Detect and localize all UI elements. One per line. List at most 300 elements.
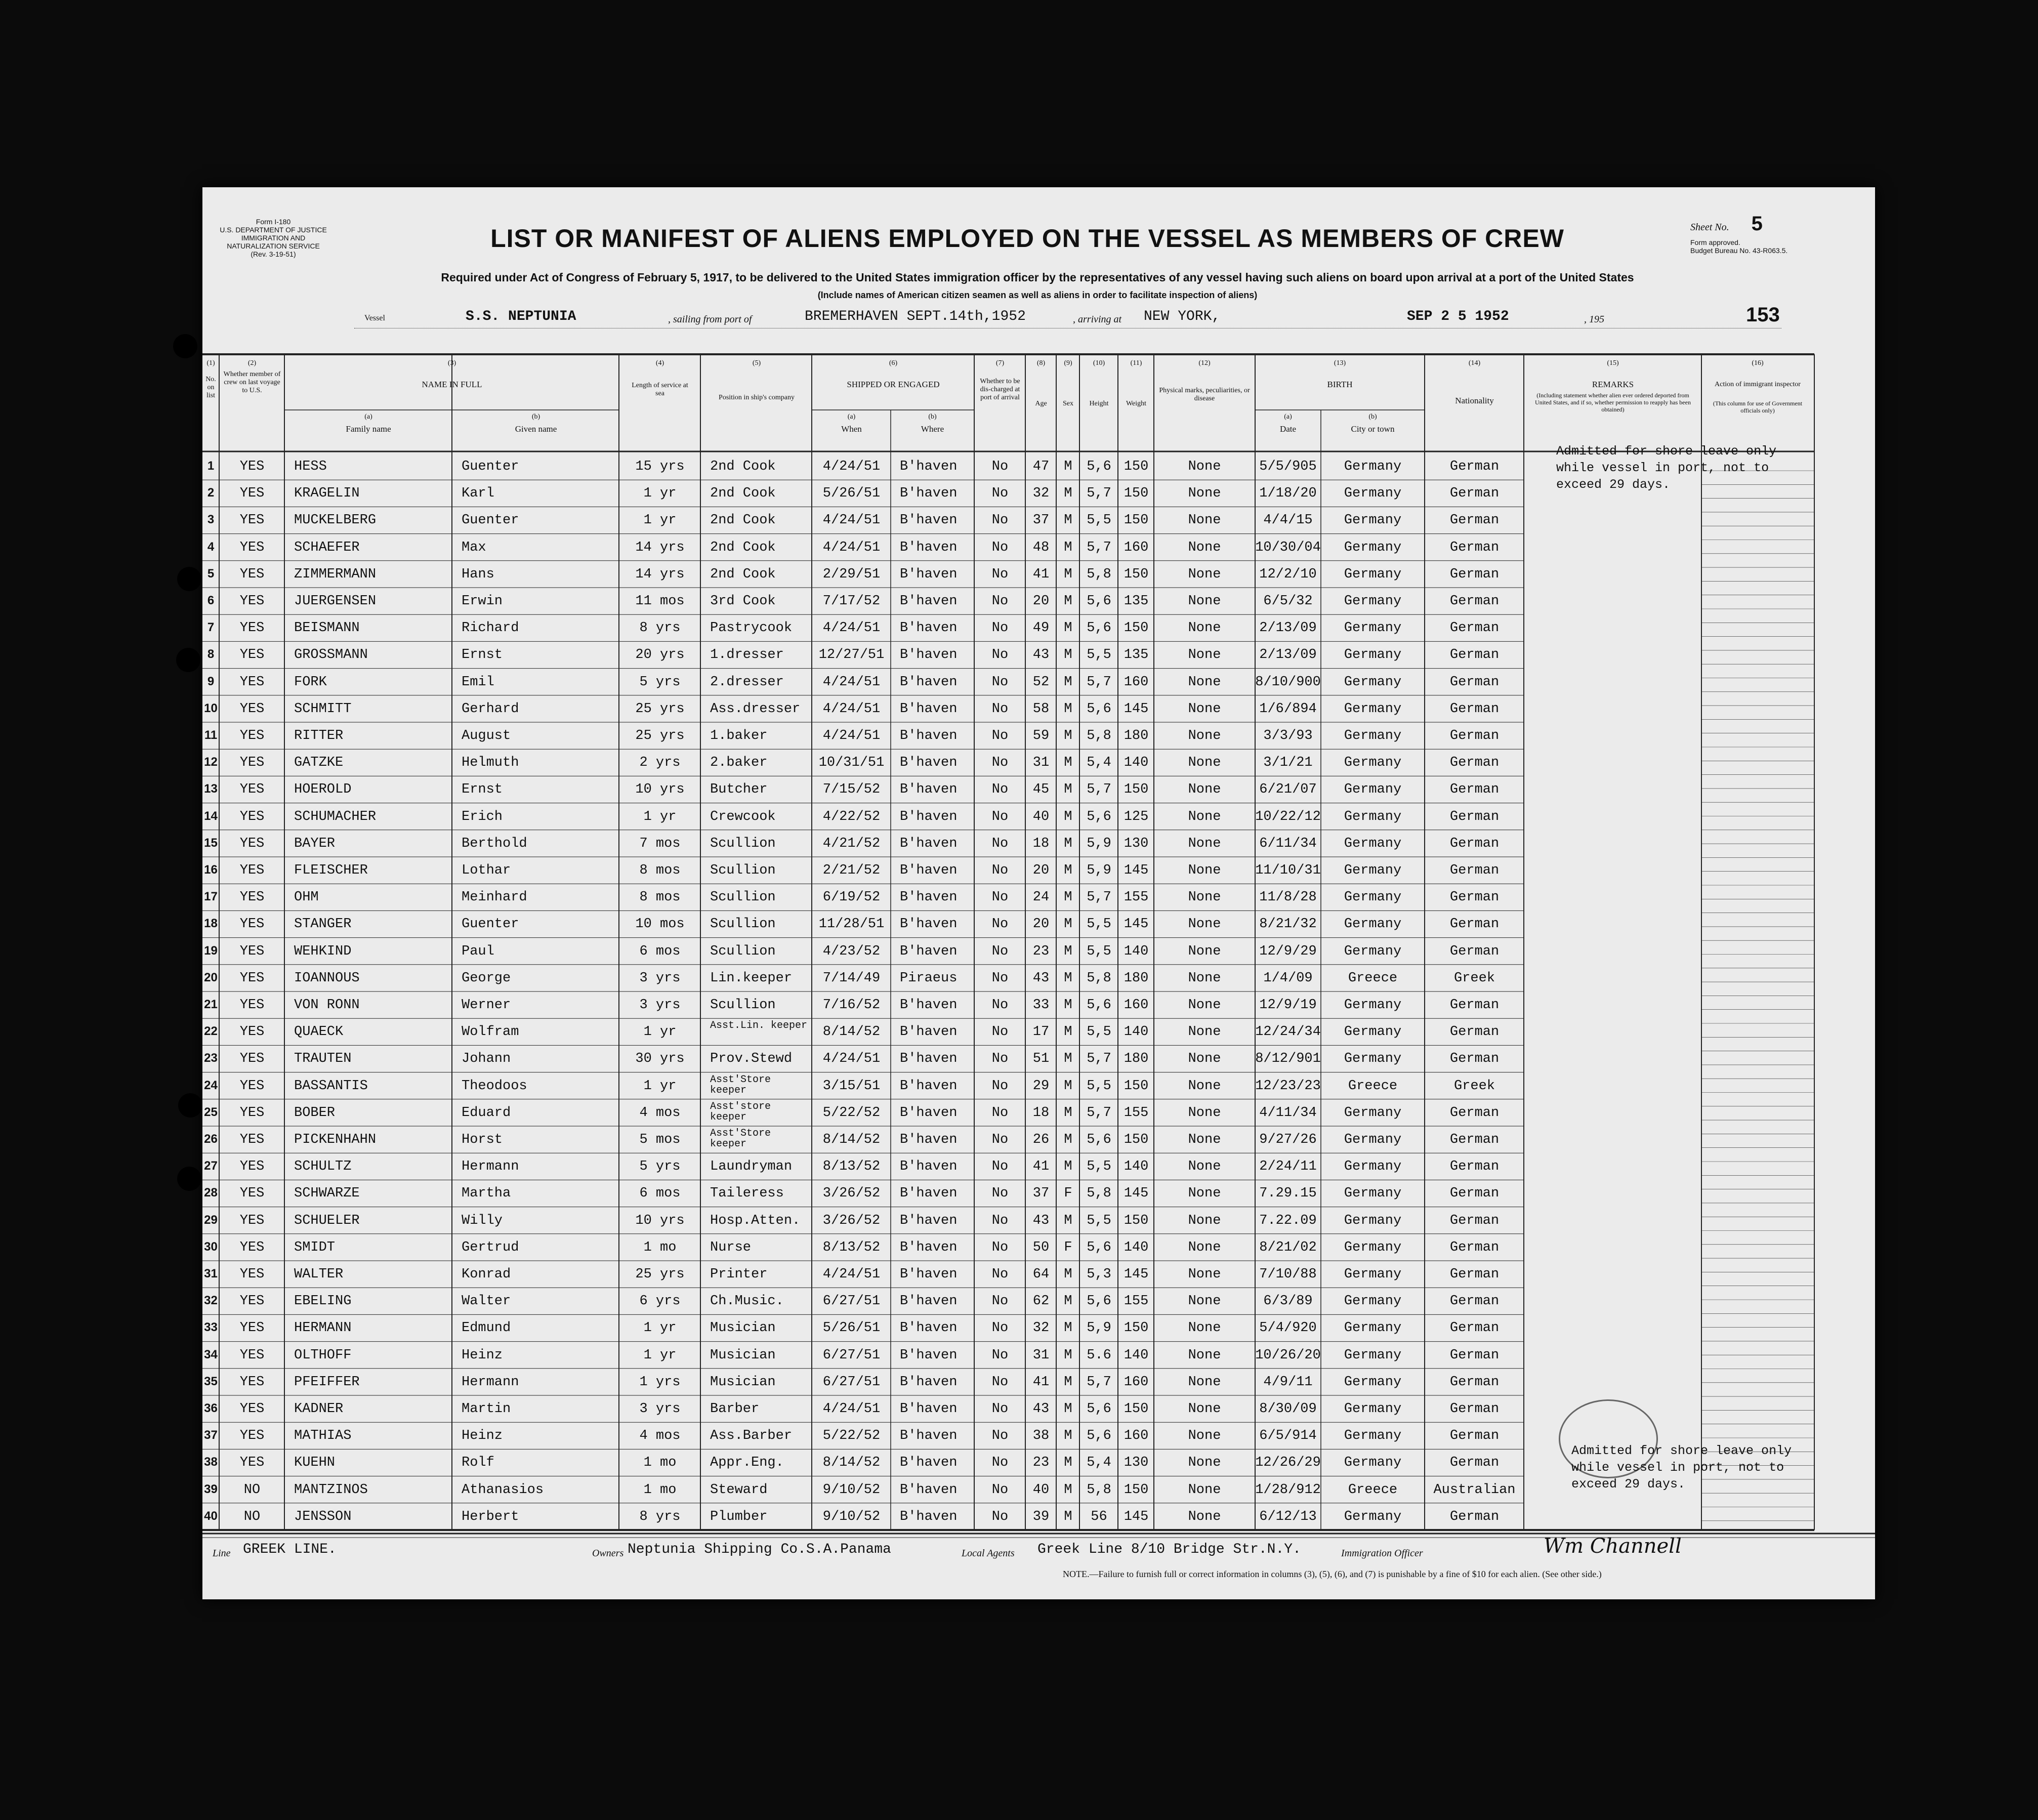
cell-birth-date: 2/13/09 <box>1259 647 1317 663</box>
cell-weight: 150 <box>1124 1213 1149 1228</box>
cell-weight: 150 <box>1124 1132 1149 1147</box>
cell-position: 2nd Cook <box>710 459 776 474</box>
cell-shipped-when: 8/14/52 <box>822 1455 881 1471</box>
cell-no: 26 <box>204 1132 218 1146</box>
cell-weight: 130 <box>1124 836 1149 851</box>
cell-birth-date: 4/11/34 <box>1259 1105 1317 1121</box>
cell-service: 14 yrs <box>635 566 685 582</box>
form-approved: Form approved. <box>1690 238 1740 246</box>
col-sub-6a: (a) <box>847 413 856 421</box>
cell-height: 5,6 <box>1087 1401 1111 1417</box>
cell-weight: 125 <box>1124 809 1149 824</box>
cell-discharged: No <box>991 1401 1009 1417</box>
cell-service: 1 mo <box>643 1239 677 1255</box>
cell-height: 5,8 <box>1087 728 1111 743</box>
cell-service: 1 yr <box>643 513 677 528</box>
col-number-12: (12) <box>1198 359 1211 367</box>
col-number-7: (7) <box>995 359 1005 367</box>
cell-member: YES <box>239 566 265 582</box>
col-remarks-note: (Including statement whether alien ever ordered deported from United States, and if so, whether permission to reapply has been obtained) <box>1535 392 1691 413</box>
cell-height: 5,9 <box>1087 1320 1111 1336</box>
cell-service: 6 mos <box>639 1186 681 1202</box>
cell-birth-date: 1/4/09 <box>1263 970 1313 986</box>
col-sub-13a: (a) <box>1284 413 1292 421</box>
cell-shipped-where: B'haven <box>900 540 958 555</box>
cell-height: 5,6 <box>1087 809 1111 824</box>
cell-birth-date: 8/12/901 <box>1255 1051 1321 1067</box>
cell-no: 22 <box>204 1024 218 1039</box>
cell-height: 5,9 <box>1087 836 1111 851</box>
cell-family-name: BASSANTIS <box>294 1078 368 1094</box>
cell-shipped-where: B'haven <box>900 513 958 528</box>
col-header-discharged: Whether to be dis-charged at port of arrival <box>980 378 1020 401</box>
cell-position: Steward <box>710 1482 768 1498</box>
cell-age: 23 <box>1032 1455 1050 1471</box>
cell-shipped-when: 6/19/52 <box>822 890 881 905</box>
cell-no: 8 <box>207 647 215 661</box>
cell-shipped-when: 7/17/52 <box>822 594 881 609</box>
cell-marks: None <box>1188 701 1221 717</box>
cell-birth-date: 1/28/912 <box>1255 1482 1321 1498</box>
cell-marks: None <box>1188 1482 1221 1498</box>
cell-sex: M <box>1064 459 1072 474</box>
cell-discharged: No <box>991 647 1009 663</box>
cell-member: YES <box>239 1320 265 1336</box>
cell-member: YES <box>239 863 265 878</box>
cell-birth-date: 6/5/32 <box>1263 594 1313 609</box>
cell-age: 43 <box>1032 1213 1050 1228</box>
cell-family-name: MATHIAS <box>294 1428 352 1444</box>
cell-service: 1 yr <box>643 1078 677 1094</box>
cell-weight: 150 <box>1124 459 1149 474</box>
cell-shipped-when: 12/27/51 <box>818 647 885 663</box>
cell-shipped-where: B'haven <box>900 728 958 743</box>
cell-family-name: FORK <box>294 674 327 690</box>
cell-given-name: Horst <box>462 1132 503 1147</box>
cell-birth-date: 3/1/21 <box>1263 755 1313 771</box>
cell-given-name: Karl <box>462 486 494 502</box>
cell-discharged: No <box>991 998 1009 1013</box>
cell-shipped-where: B'haven <box>900 863 958 878</box>
col-number-15: (15) <box>1607 359 1619 367</box>
cell-height: 5,6 <box>1087 998 1111 1013</box>
cell-nationality: German <box>1449 486 1500 502</box>
cell-family-name: HERMANN <box>294 1320 352 1336</box>
cell-nationality: German <box>1449 1159 1500 1175</box>
cell-nationality: German <box>1449 1509 1500 1524</box>
cell-service: 10 yrs <box>635 782 685 798</box>
cell-shipped-when: 5/26/51 <box>822 486 881 502</box>
col-header-position: Position in ship's company <box>719 394 795 401</box>
cell-birth-date: 10/26/20 <box>1255 1347 1321 1363</box>
cell-sex: M <box>1064 1105 1072 1121</box>
cell-member: YES <box>239 1267 265 1282</box>
cell-marks: None <box>1188 728 1221 743</box>
form-dept: U.S. DEPARTMENT OF JUSTICE <box>220 226 327 234</box>
cell-family-name: SCHUMACHER <box>294 809 377 824</box>
cell-weight: 180 <box>1124 1051 1149 1067</box>
cell-shipped-where: Piraeus <box>900 970 958 986</box>
cell-age: 50 <box>1032 1239 1050 1255</box>
col-header-given-name: Given name <box>515 424 557 434</box>
cell-member: YES <box>239 1159 265 1175</box>
cell-family-name: JENSSON <box>294 1509 352 1524</box>
cell-family-name: KRAGELIN <box>294 486 360 502</box>
cell-member: NO <box>243 1509 261 1524</box>
cell-shipped-when: 11/28/51 <box>818 917 885 932</box>
cell-sex: M <box>1064 836 1072 851</box>
cell-family-name: SCHMITT <box>294 701 352 717</box>
cell-discharged: No <box>991 1105 1009 1121</box>
cell-shipped-when: 6/27/51 <box>822 1374 881 1390</box>
cell-nationality: German <box>1449 1347 1500 1363</box>
cell-service: 1 mo <box>643 1482 677 1498</box>
cell-birth-city: Germany <box>1344 674 1402 690</box>
cell-shipped-where: B'haven <box>900 836 958 851</box>
cell-service: 8 yrs <box>639 1509 681 1524</box>
cell-discharged: No <box>991 513 1009 528</box>
cell-sex: M <box>1064 1132 1072 1147</box>
cell-position: 2nd Cook <box>710 486 776 502</box>
cell-marks: None <box>1188 1374 1221 1390</box>
col-header-when: When <box>841 424 862 434</box>
cell-shipped-where: B'haven <box>900 1105 958 1121</box>
cell-marks: None <box>1188 1294 1221 1309</box>
cell-position: Laundryman <box>710 1159 793 1175</box>
cell-given-name: George <box>462 970 511 986</box>
cell-birth-city: Germany <box>1344 486 1402 502</box>
cell-no: 6 <box>207 594 215 607</box>
cell-age: 59 <box>1032 728 1050 743</box>
cell-given-name: Edmund <box>462 1320 511 1336</box>
cell-weight: 150 <box>1124 486 1149 502</box>
vessel-name: S.S. NEPTUNIA <box>466 309 576 324</box>
cell-position: Hosp.Atten. <box>710 1213 801 1228</box>
cell-age: 49 <box>1032 621 1050 636</box>
cell-family-name: KADNER <box>294 1401 344 1417</box>
cell-age: 26 <box>1032 1132 1050 1147</box>
col-header-sex: Sex <box>1063 400 1073 407</box>
cell-weight: 145 <box>1124 917 1149 932</box>
cell-birth-date: 8/10/900 <box>1255 674 1321 690</box>
cell-sex: M <box>1064 998 1072 1013</box>
cell-birth-city: Germany <box>1344 621 1402 636</box>
cell-age: 64 <box>1032 1267 1050 1282</box>
cell-family-name: HESS <box>294 459 327 474</box>
cell-shipped-when: 4/23/52 <box>822 943 881 959</box>
cell-birth-date: 3/3/93 <box>1263 728 1313 743</box>
footer-agents-label: Local Agents <box>962 1548 1015 1559</box>
cell-marks: None <box>1188 459 1221 474</box>
cell-position: Prov.Stewd <box>710 1051 793 1067</box>
cell-family-name: HOEROLD <box>294 782 352 798</box>
cell-birth-city: Germany <box>1344 782 1402 798</box>
cell-shipped-where: B'haven <box>900 1267 958 1282</box>
cell-birth-city: Germany <box>1344 1401 1402 1417</box>
cell-height: 5,8 <box>1087 1186 1111 1202</box>
cell-discharged: No <box>991 1374 1009 1390</box>
cell-no: 21 <box>204 998 218 1011</box>
cell-age: 20 <box>1032 917 1050 932</box>
cell-discharged: No <box>991 755 1009 771</box>
cell-sex: M <box>1064 970 1072 986</box>
cell-member: YES <box>239 486 265 502</box>
cell-given-name: Werner <box>462 998 511 1013</box>
cell-member: YES <box>239 459 265 474</box>
cell-shipped-where: B'haven <box>900 1024 958 1040</box>
col-sub-13b: (b) <box>1368 413 1377 421</box>
cell-age: 39 <box>1032 1509 1050 1524</box>
cell-sex: M <box>1064 1294 1072 1309</box>
cell-given-name: Helmuth <box>462 755 519 771</box>
cell-family-name: BEISMANN <box>294 621 360 636</box>
cell-given-name: Emil <box>462 674 494 690</box>
cell-no: 27 <box>204 1159 218 1173</box>
cell-weight: 140 <box>1124 1239 1149 1255</box>
cell-family-name: GROSSMANN <box>294 647 368 663</box>
cell-position: Asst'store keeper <box>710 1101 771 1123</box>
cell-height: 5,7 <box>1087 890 1111 905</box>
cell-member: YES <box>239 1078 265 1094</box>
cell-discharged: No <box>991 674 1009 690</box>
cell-nationality: German <box>1449 513 1500 528</box>
cell-service: 8 yrs <box>639 621 681 636</box>
cell-birth-city: Germany <box>1344 1239 1402 1255</box>
cell-family-name: PFEIFFER <box>294 1374 360 1390</box>
cell-marks: None <box>1188 809 1221 824</box>
cell-discharged: No <box>991 890 1009 905</box>
cell-birth-city: Germany <box>1344 540 1402 555</box>
cell-discharged: No <box>991 809 1009 824</box>
cell-discharged: No <box>991 1186 1009 1202</box>
cell-shipped-when: 4/24/51 <box>822 674 881 690</box>
cell-height: 5,6 <box>1087 1132 1111 1147</box>
cell-height: 5,9 <box>1087 863 1111 878</box>
cell-no: 14 <box>204 809 218 823</box>
cell-weight: 160 <box>1124 540 1149 555</box>
cell-given-name: Ernst <box>462 782 503 798</box>
cell-birth-city: Greece <box>1348 970 1398 986</box>
cell-discharged: No <box>991 917 1009 932</box>
cell-height: 5,7 <box>1087 782 1111 798</box>
cell-shipped-where: B'haven <box>900 1374 958 1390</box>
cell-height: 5,7 <box>1087 1105 1111 1121</box>
cell-no: 4 <box>207 540 215 554</box>
cell-member: YES <box>239 890 265 905</box>
cell-service: 8 mos <box>639 890 681 905</box>
cell-discharged: No <box>991 1455 1009 1471</box>
cell-nationality: German <box>1449 566 1500 582</box>
cell-birth-city: Germany <box>1344 998 1402 1013</box>
punch-hole <box>178 1093 202 1118</box>
cell-shipped-where: B'haven <box>900 486 958 502</box>
col-header-birth-date: Date <box>1279 424 1297 434</box>
cell-height: 5,5 <box>1087 1078 1111 1094</box>
col-header-service: Length of service at sea <box>632 382 688 397</box>
cell-marks: None <box>1188 647 1221 663</box>
cell-service: 10 yrs <box>635 1213 685 1228</box>
cell-service: 1 yr <box>643 486 677 502</box>
cell-service: 6 yrs <box>639 1294 681 1309</box>
cell-family-name: KUEHN <box>294 1455 336 1471</box>
col-number-4: (4) <box>655 359 664 367</box>
cell-family-name: IOANNOUS <box>294 970 360 986</box>
cell-nationality: German <box>1449 674 1500 690</box>
cell-height: 5,4 <box>1087 1455 1111 1471</box>
remark-shore-leave-2: Admitted for shore leave only while vessel in port, not to exceed 29 days. <box>1571 1443 1792 1492</box>
footer-owners-label: Owners <box>592 1548 624 1559</box>
cell-birth-date: 10/30/04 <box>1255 540 1321 555</box>
cell-shipped-where: B'haven <box>900 998 958 1013</box>
cell-discharged: No <box>991 1239 1009 1255</box>
cell-discharged: No <box>991 728 1009 743</box>
cell-position: Plumber <box>710 1509 768 1524</box>
cell-position: Asst'Store keeper <box>710 1128 771 1149</box>
cell-position: Nurse <box>710 1239 752 1255</box>
cell-nationality: German <box>1449 540 1500 555</box>
sailing-label: , sailing from port of <box>668 314 752 325</box>
cell-shipped-where: B'haven <box>900 701 958 717</box>
sailing-port: BREMERHAVEN SEPT.14th,1952 <box>805 309 1026 324</box>
cell-sex: M <box>1064 1267 1072 1282</box>
cell-service: 3 yrs <box>639 998 681 1013</box>
cell-no: 18 <box>204 917 218 931</box>
cell-sex: M <box>1064 917 1072 932</box>
cell-sex: M <box>1064 540 1072 555</box>
cell-marks: None <box>1188 1024 1221 1040</box>
punch-hole <box>177 1167 201 1191</box>
cell-position: Asst.Lin. keeper <box>710 1020 808 1031</box>
cell-marks: None <box>1188 836 1221 851</box>
cell-birth-date: 12/2/10 <box>1259 566 1317 582</box>
cell-birth-date: 7/10/88 <box>1259 1267 1317 1282</box>
footer-note-label: NOTE. <box>1063 1569 1090 1579</box>
cell-shipped-where: B'haven <box>900 594 958 609</box>
cell-no: 1 <box>207 459 215 473</box>
col-number-1: (1) <box>206 359 215 367</box>
budget-bureau: Budget Bureau No. 43-R063.5. <box>1690 246 1788 255</box>
cell-member: YES <box>239 836 265 851</box>
cell-no: 40 <box>204 1509 218 1523</box>
cell-family-name: ZIMMERMANN <box>294 566 377 582</box>
cell-shipped-when: 5/26/51 <box>822 1320 881 1336</box>
cell-given-name: Erich <box>462 809 503 824</box>
cell-height: 5,4 <box>1087 755 1111 771</box>
cell-age: 37 <box>1032 1186 1050 1202</box>
sheet-number: 5 <box>1751 213 1763 235</box>
cell-shipped-when: 4/24/51 <box>822 513 881 528</box>
cell-birth-city: Germany <box>1344 1374 1402 1390</box>
cell-nationality: German <box>1449 728 1500 743</box>
cell-marks: None <box>1188 1213 1221 1228</box>
cell-age: 37 <box>1032 513 1050 528</box>
cell-birth-date: 1/18/20 <box>1259 486 1317 502</box>
cell-nationality: German <box>1449 782 1500 798</box>
cell-nationality: Greek <box>1453 970 1495 986</box>
cell-service: 14 yrs <box>635 540 685 555</box>
cell-birth-date: 2/24/11 <box>1259 1159 1317 1175</box>
cell-family-name: RITTER <box>294 728 344 743</box>
cell-weight: 150 <box>1124 621 1149 636</box>
cell-member: YES <box>239 1347 265 1363</box>
cell-member: YES <box>239 594 265 609</box>
cell-birth-city: Germany <box>1344 647 1402 663</box>
cell-weight: 155 <box>1124 1105 1149 1121</box>
cell-service: 8 mos <box>639 863 681 878</box>
cell-sex: M <box>1064 755 1072 771</box>
cell-position: Barber <box>710 1401 760 1417</box>
cell-shipped-when: 8/13/52 <box>822 1159 881 1175</box>
cell-birth-date: 4/4/15 <box>1263 513 1313 528</box>
cell-shipped-where: B'haven <box>900 1051 958 1067</box>
cell-birth-city: Germany <box>1344 459 1402 474</box>
cell-birth-city: Germany <box>1344 728 1402 743</box>
cell-shipped-when: 7/15/52 <box>822 782 881 798</box>
cell-given-name: Martin <box>462 1401 511 1417</box>
cell-age: 38 <box>1032 1428 1050 1444</box>
col-number-8: (8) <box>1036 359 1046 367</box>
cell-shipped-where: B'haven <box>900 1320 958 1336</box>
cell-service: 30 yrs <box>635 1051 685 1067</box>
cell-shipped-where: B'haven <box>900 890 958 905</box>
cell-shipped-when: 4/24/51 <box>822 701 881 717</box>
cell-discharged: No <box>991 594 1009 609</box>
cell-height: 5,5 <box>1087 917 1111 932</box>
cell-weight: 160 <box>1124 674 1149 690</box>
cell-position: Appr.Eng. <box>710 1455 784 1471</box>
cell-height: 5,6 <box>1087 1428 1111 1444</box>
cell-shipped-where: B'haven <box>900 943 958 959</box>
page-number: 153 <box>1746 304 1780 326</box>
cell-shipped-where: B'haven <box>900 755 958 771</box>
cell-no: 36 <box>204 1401 218 1415</box>
footer-officer-label: Immigration Officer <box>1341 1548 1423 1559</box>
cell-birth-date: 12/23/23 <box>1255 1078 1321 1094</box>
cell-marks: None <box>1188 970 1221 986</box>
cell-age: 45 <box>1032 782 1050 798</box>
cell-weight: 150 <box>1124 566 1149 582</box>
cell-no: 39 <box>204 1482 218 1496</box>
cell-position: 1.baker <box>710 728 768 743</box>
cell-height: 56 <box>1091 1509 1107 1524</box>
cell-sex: M <box>1064 701 1072 717</box>
footer-note-text: —Failure to furnish full or correct information in columns (3), (5), (6), and (7) is punishable by a fine of $10 for each alien. (See other side.) <box>1089 1569 1602 1579</box>
cell-marks: None <box>1188 998 1221 1013</box>
cell-position: Musician <box>710 1374 776 1390</box>
cell-weight: 145 <box>1124 1509 1149 1524</box>
col-header-action: Action of immigrant inspector <box>1715 381 1801 388</box>
cell-shipped-when: 4/24/51 <box>822 728 881 743</box>
cell-nationality: Greek <box>1453 1078 1495 1094</box>
cell-discharged: No <box>991 863 1009 878</box>
footer-agents: Greek Line 8/10 Bridge Str.N.Y. <box>1037 1542 1301 1557</box>
col-header-family-name: Family name <box>346 424 391 434</box>
cell-position: Scullion <box>710 943 776 959</box>
cell-birth-city: Germany <box>1344 863 1402 878</box>
cell-sex: M <box>1064 1213 1072 1228</box>
cell-member: YES <box>239 1024 265 1040</box>
vessel-label: Vessel <box>364 314 385 322</box>
cell-family-name: SMIDT <box>294 1239 336 1255</box>
form-rev: (Rev. 3-19-51) <box>251 250 296 258</box>
cell-height: 5,8 <box>1087 970 1111 986</box>
cell-marks: None <box>1188 863 1221 878</box>
cell-marks: None <box>1188 674 1221 690</box>
col-sub-a: (a) <box>364 413 372 421</box>
cell-nationality: German <box>1449 917 1500 932</box>
cell-marks: None <box>1188 1401 1221 1417</box>
cell-marks: None <box>1188 1239 1221 1255</box>
